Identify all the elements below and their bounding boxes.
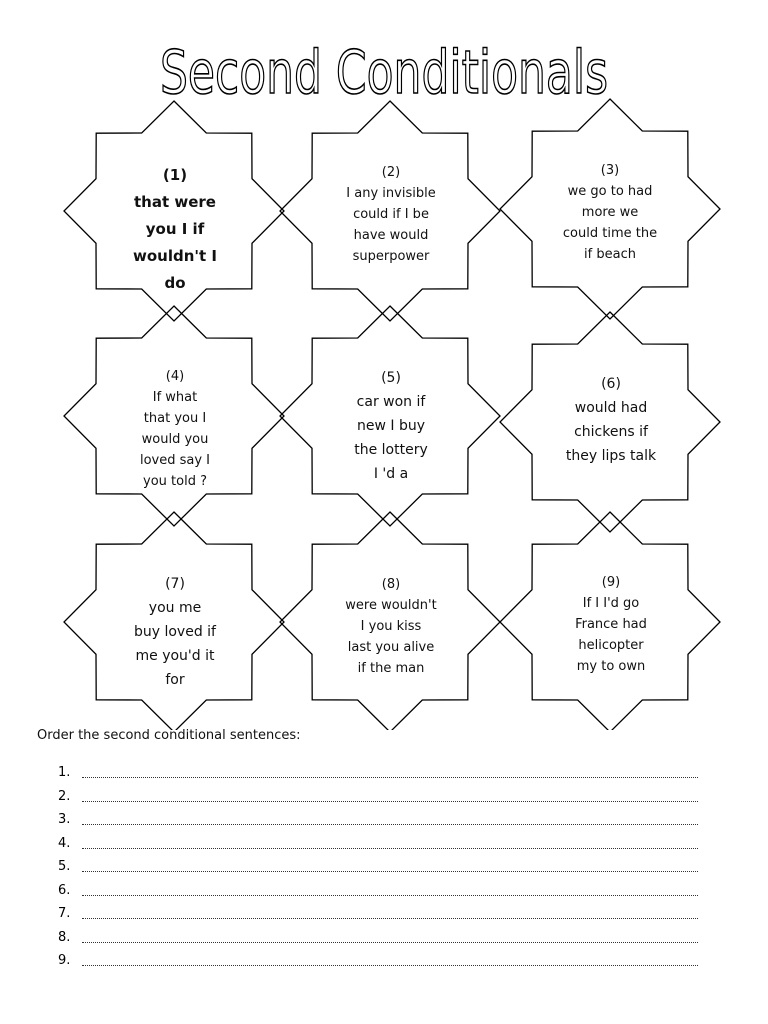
answer-row-9[interactable] <box>58 951 698 969</box>
answer-row-2[interactable] <box>58 787 698 805</box>
answer-number: 8. <box>58 930 71 945</box>
answer-number: 5. <box>58 859 71 874</box>
answer-number: 1. <box>58 765 71 780</box>
star-5-text: (5) car won if new I buy the lottery I 'd a <box>354 370 428 482</box>
answer-line <box>82 847 698 849</box>
answer-number: 2. <box>58 789 71 804</box>
answer-line <box>82 800 698 802</box>
star-7-text: (7) you me buy loved if me you'd it for <box>133 576 216 688</box>
star-4-text: (4) If what that you I would you loved say I you told ? <box>139 369 211 489</box>
answer-number: 4. <box>58 836 71 851</box>
answer-row-7[interactable] <box>58 904 698 922</box>
answer-line <box>82 776 698 778</box>
answer-number: 3. <box>58 812 71 827</box>
answer-line <box>82 964 698 966</box>
svg-text:Second Conditionals: Second Conditionals <box>160 38 608 108</box>
answer-line <box>82 894 698 896</box>
star-9-text: (9) If I I'd go France had helicopter my to own <box>575 575 647 674</box>
answer-line <box>82 917 698 919</box>
answer-row-3[interactable] <box>58 810 698 828</box>
answer-line <box>82 870 698 872</box>
answer-row-6[interactable] <box>58 881 698 899</box>
star-2-text: (2) I any invisible could if I be have would superpower <box>346 165 436 264</box>
instruction-text: Order the second conditional sentences: <box>37 728 301 743</box>
answer-row-4[interactable] <box>58 834 698 852</box>
answer-number: 9. <box>58 953 71 968</box>
star-1-text: (1) that were you I if wouldn't I do <box>133 166 217 292</box>
answer-number: 6. <box>58 883 71 898</box>
star-6-text: (6) would had chickens if they lips talk <box>565 376 657 464</box>
answer-row-1[interactable] <box>58 763 698 781</box>
star-3-text: (3) we go to had more we could time the if beach <box>562 163 658 262</box>
answer-row-5[interactable] <box>58 857 698 875</box>
answer-number: 7. <box>58 906 71 921</box>
answer-row-8[interactable] <box>58 928 698 946</box>
star-8-text: (8) were wouldn't I you kiss last you alive if the man <box>345 577 437 676</box>
answer-line <box>82 941 698 943</box>
answer-line <box>82 823 698 825</box>
